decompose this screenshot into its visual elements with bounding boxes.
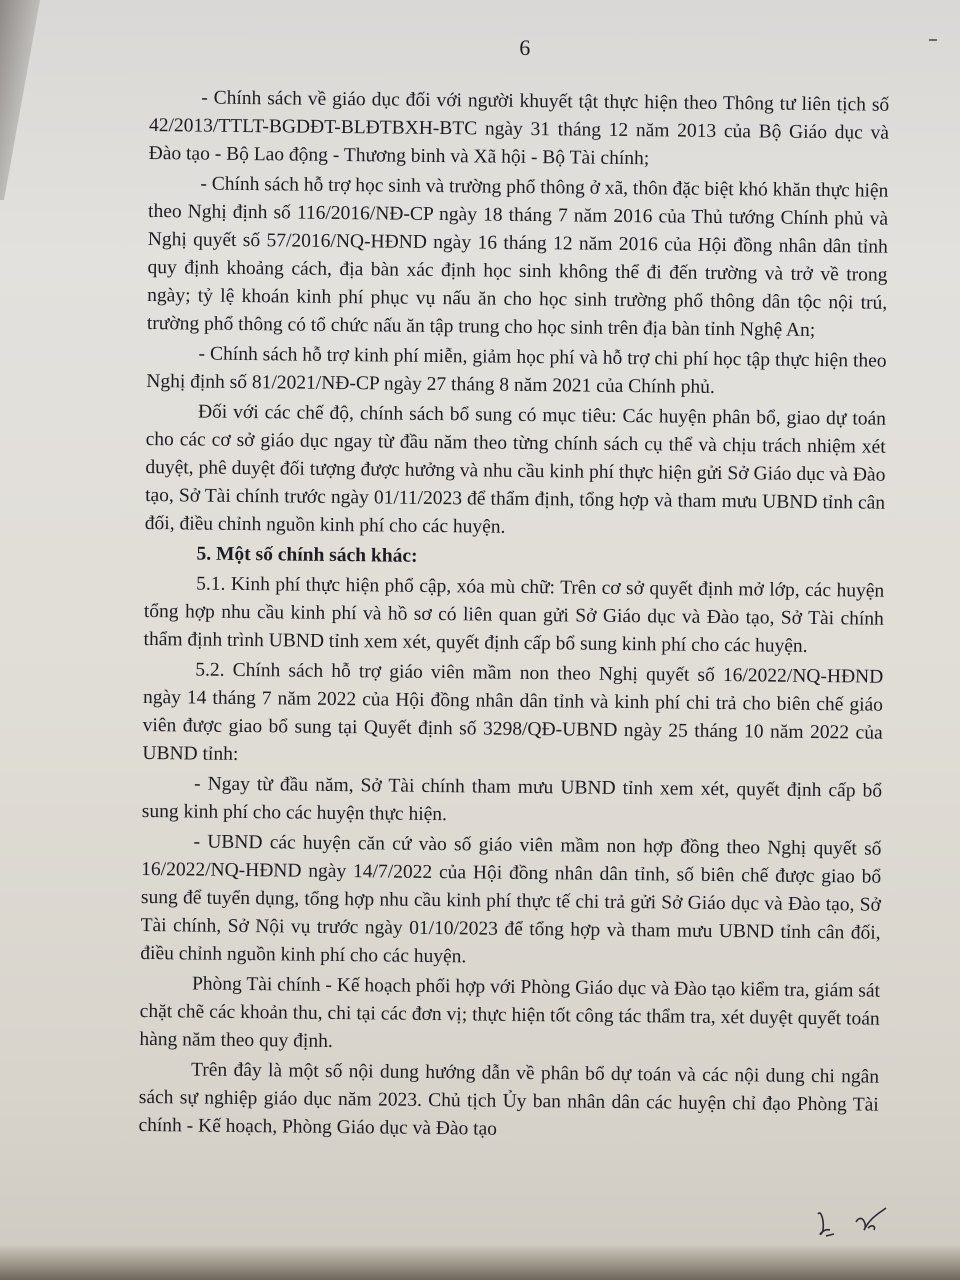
paragraph-4: Đối với các chế độ, chính sách bổ sung có mục tiêu: Các huyện phân bổ, giao dự toán cho các cơ sở giáo dục ngay từ đầu năm theo từng chính sách cụ thể và chịu trách nhiệm xét duyệt, phê duyệt đối tượng được hưởng và nhu cầu kinh phí thực hiện gửi Sở Giáo dục và Đào tạo, Sở Tài chính trước ngày 01/11/2023 để thẩm định, tổng hợp và tham mưu UBND tỉnh cân đối, điều chỉnh nguồn kinh phí cho các huyện.: [144, 401, 887, 538]
paragraph-5-2-a: - Ngay từ đầu năm, Sở Tài chính tham mưu UBND tỉnh xem xét, quyết định cấp bổ sung kinh phí cho các huyện thực hiện.: [141, 773, 883, 826]
initials-signature-icon: [812, 1200, 892, 1240]
section-heading: 5. Một số chính sách khác:: [196, 543, 418, 567]
paragraph-3: - Chính sách hỗ trợ kinh phí miễn, giảm học phí và hỗ trợ chi phí học tập thực hiện theo Nghị định số 81/2021/NĐ-CP ngày 27 tháng 8 năm 2021 của Chính phủ.: [146, 343, 887, 398]
page-bottom-shadow: [0, 1244, 960, 1280]
document-page: [138, 30, 890, 1150]
page-edge-shadow: [0, 0, 40, 200]
paragraph-1: - Chính sách về giáo dục đối với người khuyết tật thực hiện theo Thông tư liên tịch số 42/2013/TTLT-BGDĐT-BLĐTBXH-BTC ngày 31 tháng 12 năm 2013 của Bộ Giáo dục và Đào tạo - Bộ Lao động - Thương binh và Xã hội - Bộ Tài chính;: [148, 87, 890, 170]
paragraph-2: - Chính sách hỗ trợ học sinh và trường phổ thông ở xã, thôn đặc biệt khó khăn thực hiện theo Nghị định số 116/2016/NĐ-CP ngày 18 tháng 7 năm 2016 của Thủ tướng Chính phủ và Nghị quyết số 57/2016/NQ-HĐND ngày 16 tháng 12 năm 2016 của Hội đồng nhân dân tỉnh quy định khoảng cách, địa bàn xác định học sinh không thể đi đến trường và trở về trong ngày; tỷ lệ khoán kinh phí phục vụ nấu ăn cho học sinh trường phổ thông dân tộc nội trú, trường phổ thông có tổ chức nấu ăn tập trung cho học sinh trên địa bàn tỉnh Nghệ An;: [146, 173, 889, 341]
paragraph-closing: Trên đây là một số nội dung hướng dẫn về phân bổ dự toán và các nội dung chi ngân sách sự nghiệp giáo dục năm 2023. Chủ tịch Ủy ban nhân dân các huyện chỉ đạo Phòng Tài chính - Kế hoạch, Phòng Giáo dục và Đào tạo: [138, 1059, 880, 1140]
paragraph-coordination: Phòng Tài chính - Kế hoạch phối hợp với Phòng Giáo dục và Đào tạo kiểm tra, giám sát chặt chẽ các khoản thu, chi tại các đơn vị; thực hiện tốt công tác thẩm tra, xét duyệt quyết toán hàng năm theo quy định.: [139, 973, 881, 1052]
paragraph-5-2-b: - UBND các huyện căn cứ vào số giáo viên mầm non hợp đồng theo Nghị quyết số 16/2022/NQ-HĐND ngày 14/7/2022 của Hội đồng nhân dân tỉnh, số biên chế được giao bổ sung để tuyển dụng, tổng hợp nhu cầu kinh phí thực tế chi trả gửi Sở Giáo dục và Đào tạo, Sở Tài chính, Sở Nội vụ trước ngày 01/10/2023 để tổng hợp và tham mưu UBND tỉnh cân đối, điều chỉnh nguồn kinh phí cho các huyện.: [140, 831, 882, 968]
page-number: 6: [519, 34, 531, 60]
ink-mark-icon: [928, 38, 938, 42]
paragraph-5-1: 5.1. Kinh phí thực hiện phổ cập, xóa mù chữ: Trên cơ sở quyết định mở lớp, các huyện tổng hợp nhu cầu kinh phí và hồ sơ có liên quan gửi Sở Giáo dục và Đào tạo, Sở Tài chính thẩm định trình UBND tỉnh xem xét, quyết định cấp bổ sung kinh phí cho các huyện.: [143, 573, 885, 657]
paragraph-5-2: 5.2. Chính sách hỗ trợ giáo viên mầm non theo Nghị quyết số 16/2022/NQ-HĐND ngày 14 tháng 7 năm 2022 của Hội đồng nhân dân tỉnh và kinh phí chi trả cho biên chế giáo viên được giao bổ sung tại Quyết định số 3298/QĐ-UBND ngày 25 tháng 10 năm 2022 của UBND tỉnh:: [142, 659, 884, 765]
